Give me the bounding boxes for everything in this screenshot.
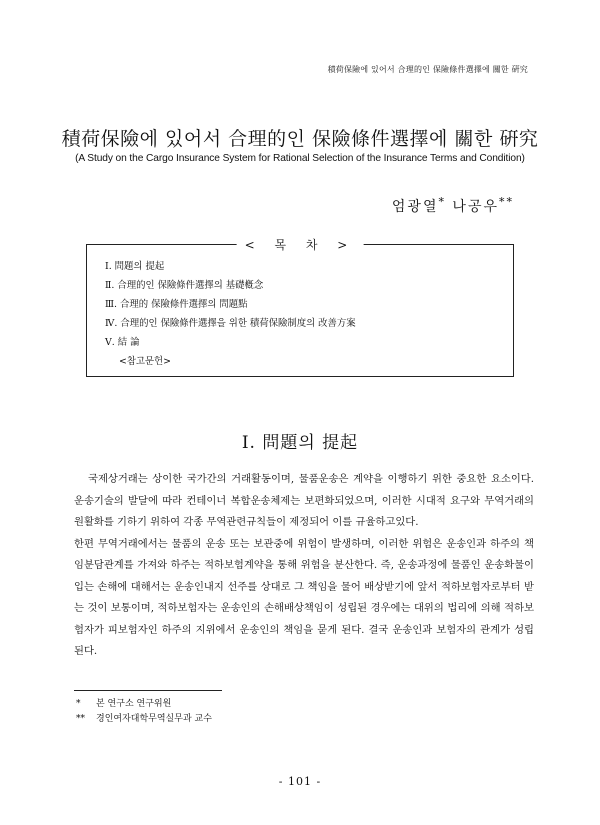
toc-item: Ⅲ. 合理的 保險條件選擇의 問題點 [105, 299, 248, 310]
footnote-mark: * [76, 699, 81, 709]
toc-item: Ⅴ. 結 論 [105, 337, 140, 348]
footnote-text: 경인여자대학무역실무과 교수 [96, 714, 212, 724]
paper-title: 積荷保險에 있어서 合理的인 保險條件選擇에 關한 硏究 [61, 128, 539, 150]
paper-title-english: (A Study on the Cargo Insurance System for Rational Selection of the Insurance Terms and Condition) [75, 153, 525, 164]
toc-item: Ⅱ. 合理的인 保險條件選擇의 基礎槪念 [105, 280, 264, 291]
author-list [392, 196, 514, 216]
body-text [74, 469, 534, 663]
toc-item: Ⅳ. 合理的인 保險條件選擇을 위한 積荷保險制度의 改善方案 [105, 318, 356, 329]
toc-list [105, 257, 356, 371]
author-footnote-mark: ** [499, 195, 514, 209]
toc-item-references: <참고문헌> [119, 356, 171, 367]
footnote-mark: ** [76, 714, 85, 724]
footnote [76, 712, 212, 727]
page-number: - 101 - [278, 775, 322, 788]
table-of-contents [86, 238, 514, 377]
footnote-text: 본 연구소 연구위원 [96, 699, 172, 709]
toc-item: Ⅰ. 問題의 提起 [105, 261, 165, 272]
author-name: 나공우 [452, 199, 499, 215]
author-name: 엄광열 [391, 199, 439, 215]
running-header: 積荷保險에 있어서 合理的인 保險條件選擇에 關한 硏究 [327, 65, 528, 74]
author-footnote-mark: * [438, 195, 446, 209]
paragraph: 한편 무역거래에서는 물품의 운송 또는 보관중에 위험이 발생하며, 이러한 위험은 운송인과 하주의 책임분담관계를 가져와 하주는 적하보험계약을 통해 위험을 분산한다. 즉, 운송과정에 물품인 운송화물이 입는 손해에 대해서는 운송인내지 선주를 상대로 그 책임을 물어 배상받기에 앞서 적하보험자로부터 받는 것이 보통이며, 적하보험자는 운송인의 손해배상책임이 성립된 경우에는 대위의 법리에 의해 적하보험자가 피보험자인 하주의 지위에서 운송인의 책임을 묻게 된다. 결국 운송인과 보험자의 관계가 성립된다. [74, 537, 534, 657]
footnote-divider [74, 690, 222, 691]
footnotes [76, 697, 212, 727]
footnote [76, 697, 212, 712]
section-heading: Ⅰ. 問題의 提起 [241, 433, 359, 453]
toc-title: < 목 차 > [237, 236, 364, 253]
paragraph: 국제상거래는 상이한 국가간의 거래활동이며, 물품운송은 계약을 이행하기 위한 중요한 요소이다. 운송기술의 발달에 따라 컨테이너 복합운송체제는 보편화되었으며, 이러한 시대적 요구와 무역거래의 원활화를 기하기 위하여 각종 무역관련규칙들이 제정되어 이를 규율하고있다. [74, 473, 534, 528]
